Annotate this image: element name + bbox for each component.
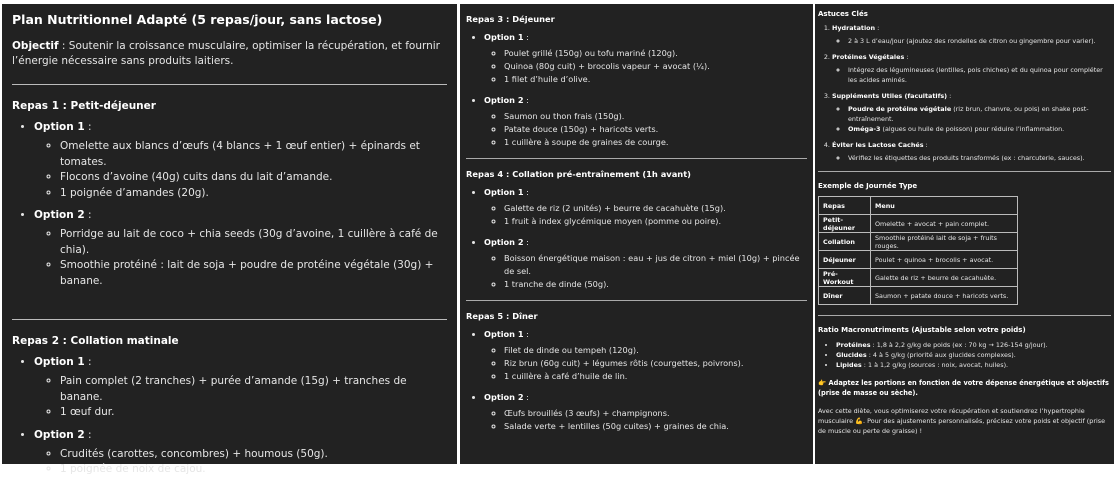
- option-label-line: Option 2 :: [34, 428, 92, 441]
- tip-title-line: Hydratation :: [832, 24, 880, 32]
- meal-heading: Repas 2 : Collation matinale: [12, 335, 179, 347]
- ratio-item: [836, 360, 1111, 370]
- food-item: ◦ 1 poignée d’amandes (20g).: [60, 186, 447, 202]
- tip-title-line: Protéines Végétales :: [832, 53, 909, 61]
- spacer: [12, 297, 447, 319]
- tip-detail-text: 2 à 3 L d’eau/jour (ajoutez des rondelles de citron ou gingembre pour varier).: [848, 37, 1096, 45]
- tip-item: [832, 92, 1111, 134]
- example-day-table: [818, 196, 1018, 305]
- tip-detail-list: [832, 65, 1111, 85]
- objective-text: : Soutenir la croissance musculaire, optimiser la récupération, et fournir l’énergie nécessaire sans produits laitiers.: [12, 40, 440, 67]
- option-label: Option 1: [34, 121, 85, 133]
- options-list: [12, 121, 447, 289]
- option-label: Option 1: [484, 329, 524, 339]
- tip-title: Éviter les Lactose Cachés: [832, 141, 924, 149]
- meal-plan-panel-1: [2, 4, 457, 475]
- tip-title-line: Éviter les Lactose Cachés :: [832, 141, 928, 149]
- option-item: [484, 95, 807, 149]
- food-list: [484, 252, 807, 291]
- tip-detail-text: (riz brun, chanvre, ou pois) en shake post-entraînement.: [848, 105, 1089, 123]
- ratio-heading: Ratio Macronutriments (Ajustable selon votre poids): [818, 326, 1026, 334]
- option-label: Option 2: [484, 237, 524, 247]
- divider: [12, 319, 447, 320]
- options-list: [466, 187, 807, 291]
- food-item: ◦ Galette de riz (2 unités) + beurre de cacahuète (15g).: [504, 202, 807, 215]
- food-item: ◦ Porridge au lait de coco + chia seeds (30g d’avoine, 1 cuillère à café de chia).: [60, 227, 447, 258]
- divider: [818, 315, 1111, 316]
- tip-item: [832, 53, 1111, 85]
- option-item: [34, 429, 447, 478]
- macro-text: : 4 à 5 g/kg (priorité aux glucides complexes).: [866, 351, 1016, 359]
- option-label: Option 2: [484, 95, 524, 105]
- meal-heading: Repas 3 : Déjeuner: [466, 14, 555, 24]
- tip-item: [832, 24, 1111, 46]
- objective-paragraph: [12, 39, 447, 69]
- tips-panel: [815, 4, 1114, 464]
- menu-cell: Omelette + avocat + pain complet.: [871, 215, 1018, 233]
- option-label-line: Option 2 :: [484, 95, 529, 105]
- meals-section: [466, 14, 807, 433]
- food-item: ◦ Crudités (carottes, concombres) + houmous (50g).: [60, 447, 447, 463]
- option-label: Option 1: [34, 356, 85, 368]
- page-title: Plan Nutritionnel Adapté (5 repas/jour, sans lactose): [12, 12, 383, 27]
- food-list: [484, 344, 807, 383]
- meal-heading: Repas 1 : Petit-déjeuner: [12, 100, 156, 112]
- option-item: [484, 237, 807, 291]
- tip-title: Protéines Végétales: [832, 53, 905, 61]
- option-label-line: Option 2 :: [484, 237, 529, 247]
- macro-name: Glucides: [836, 351, 867, 359]
- food-list: [34, 374, 447, 421]
- table-header-row: [819, 197, 1018, 215]
- food-list: [484, 407, 807, 433]
- option-item: [484, 32, 807, 86]
- food-item: ◦ Filet de dinde ou tempeh (120g).: [504, 344, 807, 357]
- option-label: Option 1: [484, 32, 524, 42]
- food-item: ◦ Boisson énergétique maison : eau + jus de citron + miel (10g) + pincée de sel.: [504, 252, 807, 278]
- option-label-line: Option 2 :: [34, 209, 92, 221]
- option-label: Option 2: [34, 428, 85, 441]
- ratio-item: [836, 340, 1111, 350]
- option-label-line: Option 2 :: [484, 392, 529, 402]
- options-list: [12, 356, 447, 478]
- food-item: ◦ Quinoa (80g cuit) + brocolis vapeur + avocat (¼).: [504, 60, 807, 73]
- tip-detail: [848, 153, 1111, 163]
- food-item: ◦ Omelette aux blancs d’œufs (4 blancs + 1 œuf entier) + épinards et tomates.: [60, 139, 447, 170]
- table-row: [819, 269, 1018, 287]
- food-item: ◦ 1 filet d’huile d’olive.: [504, 73, 807, 86]
- food-list: [484, 202, 807, 228]
- food-item: ◦ Poulet grillé (150g) ou tofu mariné (120g).: [504, 47, 807, 60]
- food-item: ◦ Salade verte + lentilles (50g cuites) + graines de chia.: [504, 420, 807, 433]
- divider: [12, 84, 447, 85]
- menu-cell: Saumon + patate douce + haricots verts.: [871, 287, 1018, 305]
- food-list: [34, 227, 447, 289]
- table-row: [819, 215, 1018, 233]
- tip-detail-list: [832, 36, 1111, 46]
- food-item: ◦ 1 cuillère à soupe de graines de courge.: [504, 136, 807, 149]
- meal-cell: Petit-déjeuner: [819, 215, 871, 233]
- macro-text: : 1,8 à 2,2 g/kg de poids (ex : 70 kg → 126-154 g/jour).: [870, 341, 1048, 349]
- food-item: ◦ 1 tranche de dinde (50g).: [504, 278, 807, 291]
- meal-cell: Collation: [819, 233, 871, 251]
- meals-section: [12, 100, 447, 478]
- table-header-cell: Repas: [819, 197, 871, 215]
- tip-detail-bold: Oméga-3: [848, 125, 881, 133]
- food-list: [484, 47, 807, 86]
- divider: [466, 158, 807, 159]
- option-label-line: Option 1 :: [34, 121, 92, 133]
- tip-detail-list: [832, 104, 1111, 134]
- option-item: [34, 209, 447, 289]
- option-item: [484, 392, 807, 433]
- meal-cell: Dîner: [819, 287, 871, 305]
- tip-detail: [848, 104, 1111, 124]
- macro-name: Protéines: [836, 341, 871, 349]
- tip-detail: [848, 36, 1111, 46]
- food-list: [34, 139, 447, 201]
- divider: [818, 171, 1111, 172]
- options-list: [466, 32, 807, 149]
- tip-title: Hydratation: [832, 24, 876, 32]
- ratio-item: [836, 350, 1111, 360]
- option-item: [34, 121, 447, 201]
- tips-heading: Astuces Clés: [818, 10, 868, 18]
- food-item: ◦ 1 fruit à index glycémique moyen (pomme ou poire).: [504, 215, 807, 228]
- tip-detail-text: (algues ou huile de poisson) pour réduire l’inflammation.: [880, 125, 1065, 133]
- divider: [466, 300, 807, 301]
- option-item: [484, 329, 807, 383]
- meal-heading: Repas 5 : Dîner: [466, 311, 538, 321]
- adapt-note: 👉 Adaptez les portions en fonction de votre dépense énergétique et objectifs (prise de masse ou sèche).: [818, 379, 1109, 397]
- macro-text: : 1 à 1,2 g/kg (sources : noix, avocat, huiles).: [861, 361, 1009, 369]
- table-row: [819, 287, 1018, 305]
- food-item: ◦ Flocons d’avoine (40g) cuits dans du lait d’amande.: [60, 170, 447, 186]
- menu-cell: Smoothie protéiné lait de soja + fruits rouges.: [871, 233, 1018, 251]
- tips-list: [818, 24, 1111, 163]
- food-item: ◦ 1 œuf dur.: [60, 405, 447, 421]
- table-row: [819, 233, 1018, 251]
- objective-label: Objectif: [12, 40, 59, 52]
- food-item: ◦ Pain complet (2 tranches) + purée d’amande (15g) + tranches de banane.: [60, 374, 447, 405]
- food-item: ◦ Smoothie protéiné : lait de soja + poudre de protéine végétale (30g) + banane.: [60, 258, 447, 289]
- menu-cell: Poulet + quinoa + brocolis + avocat.: [871, 251, 1018, 269]
- food-list: [484, 110, 807, 149]
- options-list: [466, 329, 807, 433]
- food-list: [34, 447, 447, 478]
- tip-detail: [848, 65, 1111, 85]
- table-header-cell: Menu: [871, 197, 1018, 215]
- option-label-line: Option 1 :: [484, 32, 529, 42]
- option-label-line: Option 1 :: [34, 356, 92, 368]
- food-item: ◦ 1 cuillère à café d’huile de lin.: [504, 370, 807, 383]
- macro-name: Lipides: [836, 361, 862, 369]
- tip-detail: [848, 124, 1111, 134]
- food-item: ◦ Saumon ou thon frais (150g).: [504, 110, 807, 123]
- option-label: Option 1: [484, 187, 524, 197]
- tip-title: Suppléments Utiles (facultatifs): [832, 92, 948, 100]
- menu-cell: Galette de riz + beurre de cacahuète.: [871, 269, 1018, 287]
- option-label: Option 2: [484, 392, 524, 402]
- tip-detail-text: Intégrez des légumineuses (lentilles, pois chiches) et du quinoa pour compléter les acides aminés.: [848, 66, 1103, 84]
- food-item: ◦ Œufs brouillés (3 œufs) + champignons.: [504, 407, 807, 420]
- option-label-line: Option 1 :: [484, 329, 529, 339]
- tip-detail-list: [832, 153, 1111, 163]
- tip-title-line: Suppléments Utiles (facultatifs) :: [832, 92, 952, 100]
- meal-plan-panel-2: [460, 4, 813, 464]
- food-item: ◦ Patate douce (150g) + haricots verts.: [504, 123, 807, 136]
- example-heading: Exemple de Journée Type: [818, 182, 918, 190]
- option-item: [484, 187, 807, 228]
- option-label-line: Option 1 :: [484, 187, 529, 197]
- tip-detail-bold: Poudre de protéine végétale: [848, 105, 952, 113]
- ratio-list: [818, 340, 1111, 370]
- meal-heading: Repas 4 : Collation pré-entraînement (1h avant): [466, 169, 691, 179]
- meal-cell: Déjeuner: [819, 251, 871, 269]
- conclusion: Avec cette diète, vous optimiserez votre récupération et soutiendrez l’hypertrophie musculaire 💪. Pour des ajustements personnalisés, précisez votre poids et objectif (prise de muscle ou perte de graisse) !: [818, 407, 1106, 435]
- tip-detail-text: Vérifiez les étiquettes des produits transformés (ex : charcuterie, sauces).: [848, 154, 1085, 162]
- option-item: [34, 356, 447, 421]
- table-row: [819, 251, 1018, 269]
- meal-cell: Pré-Workout: [819, 269, 871, 287]
- tip-item: [832, 141, 1111, 163]
- food-item: ◦ Riz brun (60g cuit) + légumes rôtis (courgettes, poivrons).: [504, 357, 807, 370]
- food-item: ◦ 1 poignée de noix de cajou.: [60, 462, 447, 478]
- option-label: Option 2: [34, 209, 85, 221]
